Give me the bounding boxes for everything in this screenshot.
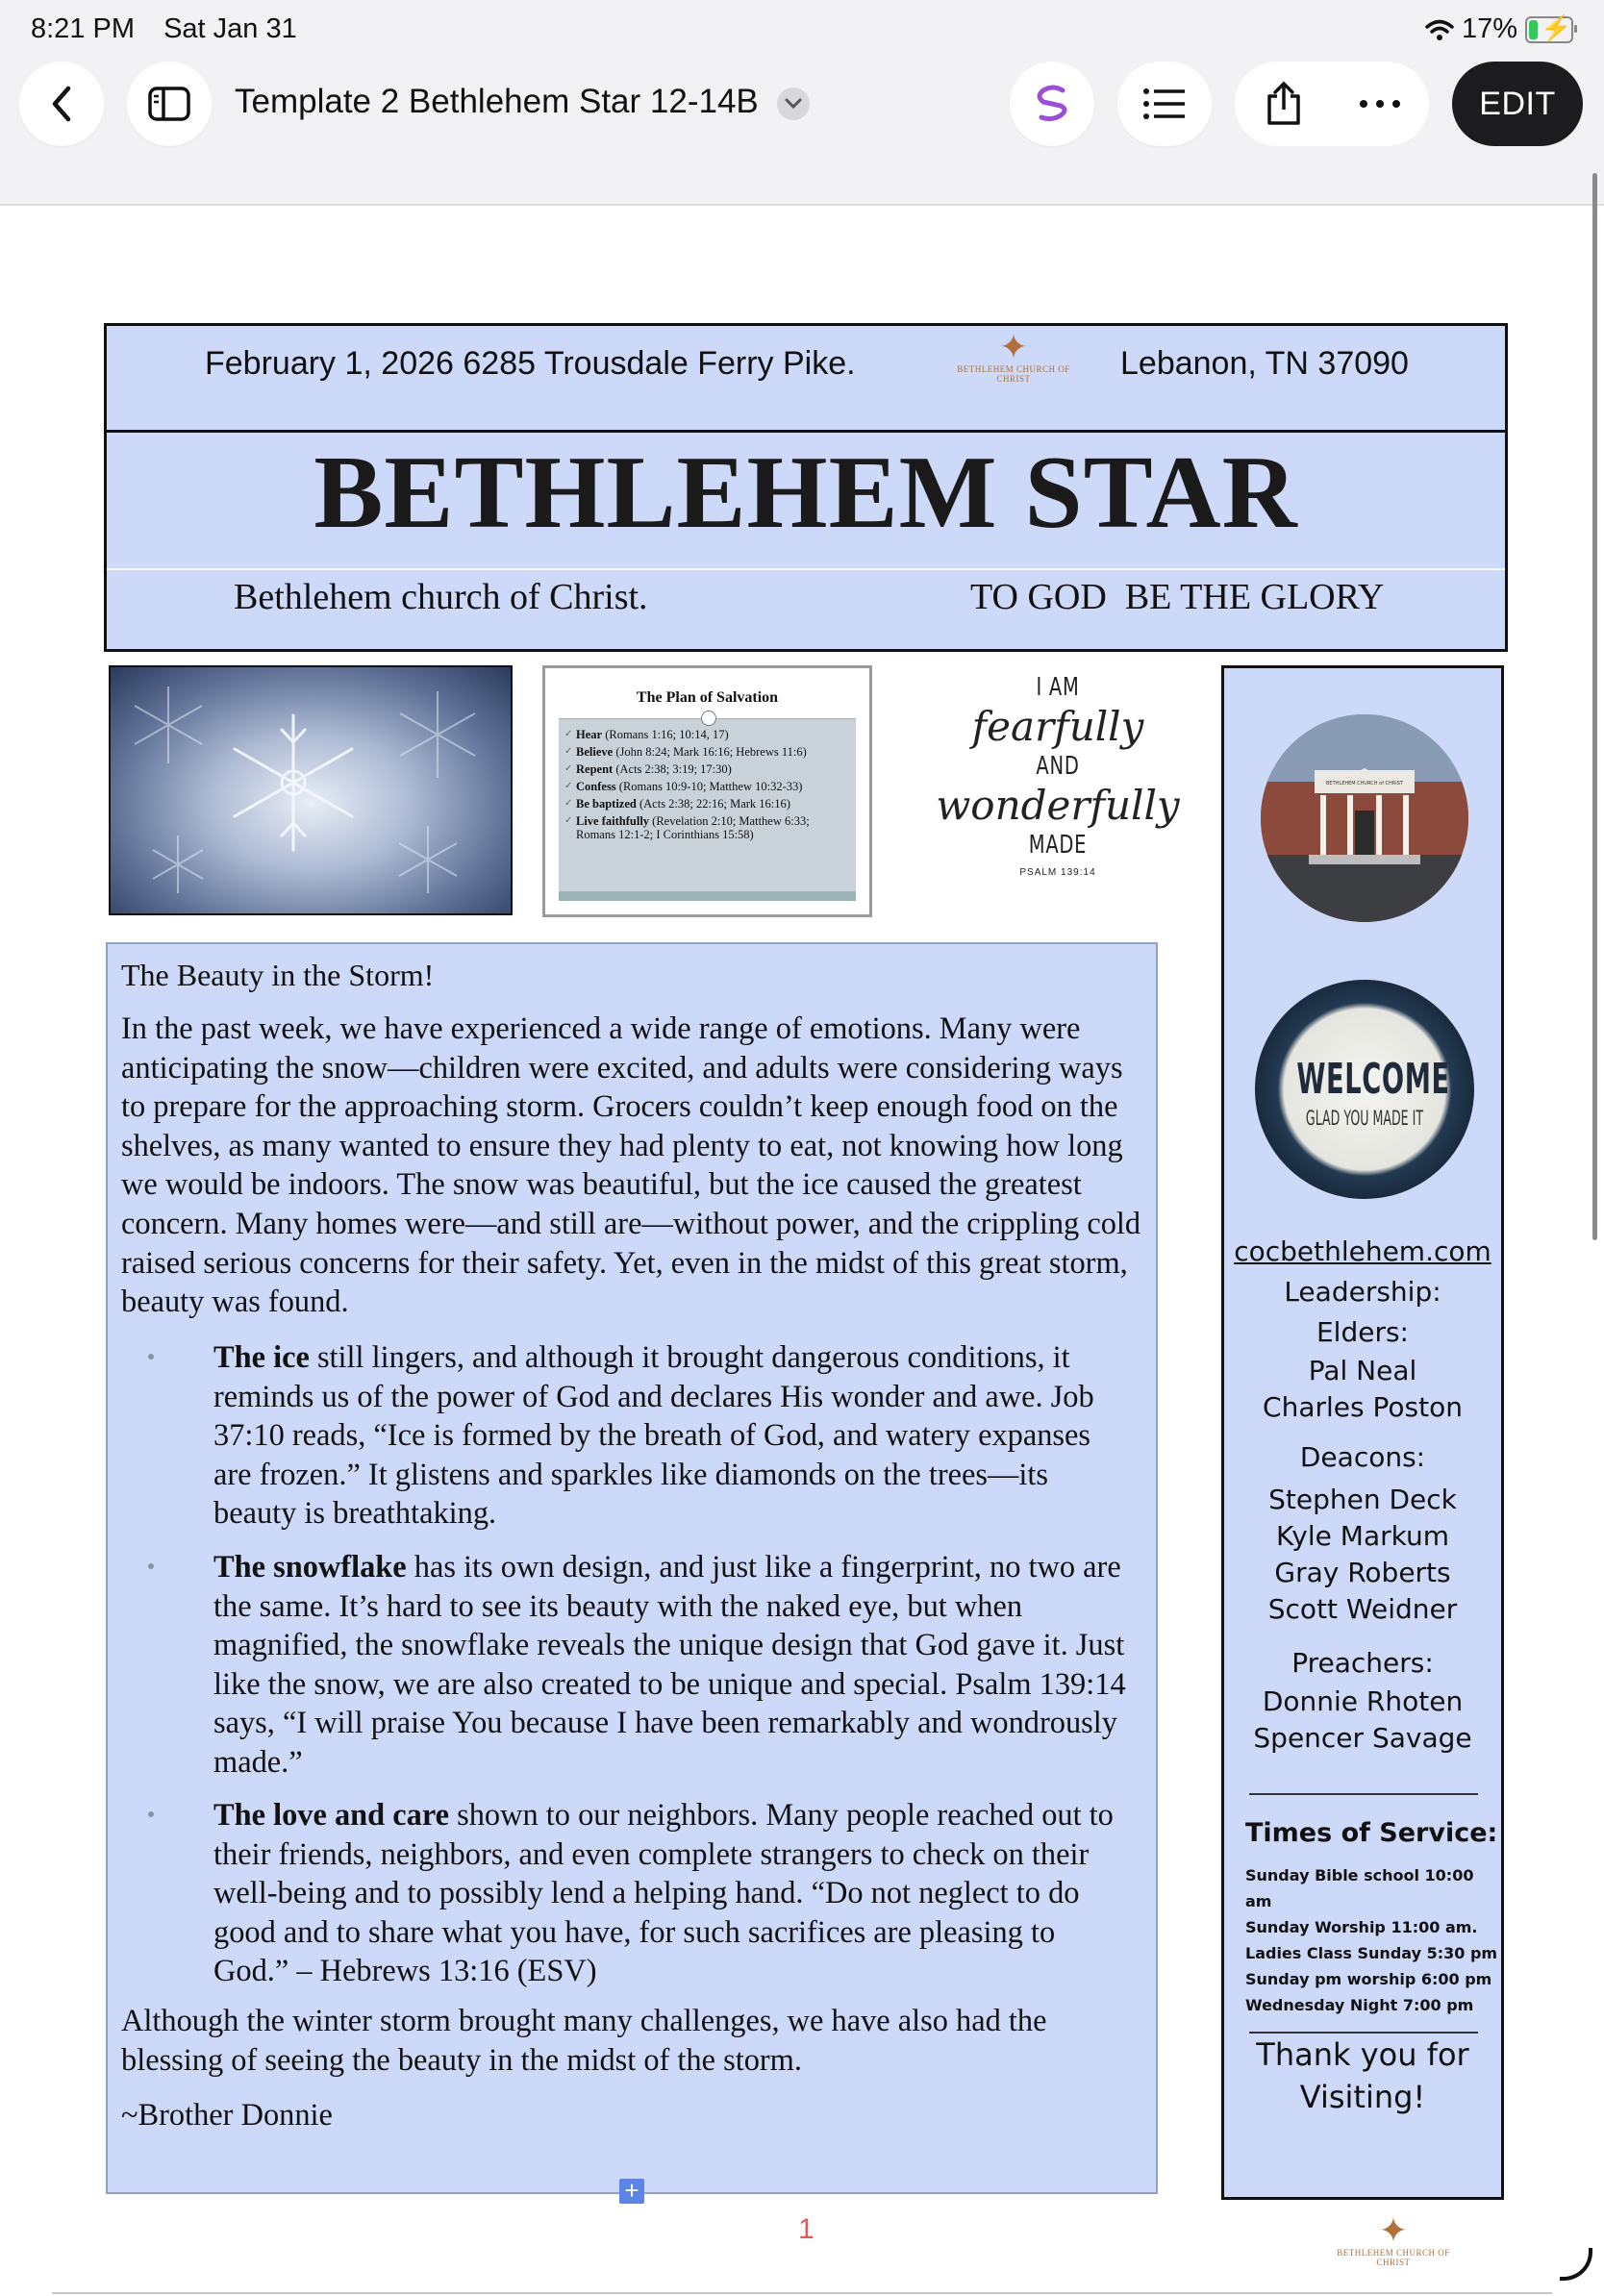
bullet-love-care: [213, 1796, 1129, 1991]
add-row-button[interactable]: +: [619, 2179, 644, 2204]
article-title: The Beauty in the Storm!: [121, 958, 435, 992]
service-time: Ladies Class Sunday 5:30 pm: [1245, 1944, 1498, 1962]
plan-title: The Plan of Salvation: [636, 689, 779, 706]
plan-step: ✓ Live faithfully (Revelation 2:10; Matthew 6:33; Romans 12:1-2; I Corinthians 15:58): [564, 814, 850, 841]
fearfully-made-image[interactable]: [898, 673, 1217, 933]
share-icon: [1266, 81, 1302, 127]
more-icon: [1359, 99, 1401, 109]
battery-icon: ⚡: [1525, 16, 1573, 43]
clock-date: Sat Jan 31: [163, 13, 297, 44]
city-zip: Lebanon, TN 37090: [1120, 345, 1409, 382]
footer-church-logo: [1323, 2210, 1464, 2267]
star-icon: ✦: [998, 327, 1029, 366]
bullet-text: still lingers, and although it brought dangerous conditions, it reminds us of the power of God and declares His wonder and awe. Job 37:10 reads, “Ice is formed by the breath of God, and watery expanses are frozen.” It glistens and sparkles like diamonds on the trees—its beauty is breathtaking.: [213, 1340, 1094, 1532]
deacon-name: Gray Roberts: [1274, 1557, 1451, 1588]
service-time: Wednesday Night 7:00 pm: [1245, 1996, 1474, 2014]
plan-step: ✓ Hear (Romans 1:16; 10:14, 17): [564, 728, 850, 741]
chevron-down-icon: [785, 98, 802, 110]
plan-header: [559, 682, 856, 719]
masthead-info-row: [107, 326, 1505, 433]
article-closing: Although the winter storm brought many challenges, we have also had the blessing of seeing the beauty in the midst of the storm.: [121, 2004, 1047, 2078]
masthead: [104, 323, 1508, 652]
church-logo: [951, 327, 1076, 384]
clock-time: 8:21 PM: [31, 13, 135, 44]
footer-logo-caption: BETHLEHEM CHURCH OF CHRIST: [1337, 2248, 1450, 2267]
bullet-text: has its own design, and just like a fingerprint, no two are the same. It’s hard to see its beauty with the naked eye, but when magnified, the snowflake reveals the unique design that God gave it. Just like the snow, we are also created to be unique and special. Psalm 139:14 says, “I will praise You because I have been remarkably and wondrously made.”: [213, 1550, 1126, 1780]
service-times: [1245, 1862, 1501, 2018]
fw-reference: PSALM 139:14: [1019, 867, 1096, 878]
service-time: Sunday Worship 11:00 am.: [1245, 1918, 1478, 1936]
church-building-icon: [1261, 714, 1468, 922]
plan-footer-band: [559, 891, 856, 901]
vertical-scrollbar[interactable]: [1592, 173, 1597, 1240]
fw-line-1: I AM: [1036, 673, 1080, 702]
date-address: February 1, 2026 6285 Trousdale Ferry Pike.: [205, 345, 856, 382]
deacons-label: Deacons:: [1299, 1441, 1426, 1473]
document-title[interactable]: Template 2 Bethlehem Star 12-14B: [235, 83, 759, 120]
bullet-dot: [148, 1811, 154, 1817]
service-time: Sunday Bible school 10:00 am: [1245, 1866, 1474, 1910]
resize-handle[interactable]: [1560, 2248, 1592, 2281]
snowflake-icon: [111, 667, 511, 913]
bullet-lead: The love and care: [213, 1798, 450, 1833]
church-motto: TO GOD BE THE GLORY: [970, 577, 1385, 617]
welcome-text: WELCOME: [1296, 1055, 1450, 1104]
back-button[interactable]: [19, 62, 104, 146]
article-intro: In the past week, we have experienced a wide range of emotions. Many were anticipating the snow—children were excited, and adults were considering ways to prepare for the approaching storm. Grocers couldn’t keep enough food on the shelves, as many wanted to ensure they had plenty to eat, not knowing how long we would be indoors. The snow was beautiful, but the ice caused the greatest concern. Many homes were—and still are—without power, and the crippling cold raised serious concerns for their safety. Yet, even in the midst of this great storm, beauty was found.: [121, 1011, 1141, 1320]
church-name: Bethlehem church of Christ.: [234, 577, 648, 617]
status-time: [31, 13, 318, 45]
sidebar-icon: [147, 86, 191, 122]
masthead-divider: [107, 568, 1505, 570]
thanks-line-1: Thank you for: [1256, 2036, 1469, 2073]
welcome-badge: [1255, 980, 1474, 1199]
share-button[interactable]: [1236, 81, 1332, 127]
info-sidebar[interactable]: [1221, 665, 1504, 2200]
title-menu-button[interactable]: [777, 87, 810, 120]
elders-label: Elders:: [1316, 1316, 1409, 1348]
bullet-ice: [213, 1338, 1129, 1534]
fw-line-3: AND: [1036, 752, 1080, 781]
wifi-icon: [1425, 18, 1454, 41]
thanks-line-2: Visiting!: [1299, 2079, 1426, 2115]
bullet-lead: The snowflake: [213, 1550, 407, 1585]
page-bottom-edge: [52, 2292, 1552, 2294]
article-box[interactable]: [106, 942, 1158, 2194]
outline-button[interactable]: [1117, 62, 1212, 146]
fw-line-4: wonderfully: [936, 782, 1180, 829]
bullet-text: shown to our neighbors. Many people reached out to their friends, neighbors, and even complete strangers to check on their well-being and to possibly lend a helping hand. “Do not neglect to do good and to share what you have, for such sacrifices are pleasing to God.” – Hebrews 13:16 (ESV): [213, 1798, 1114, 1989]
times-of-service-label: Times of Service:: [1245, 1818, 1498, 1848]
church-building-photo: [1261, 714, 1468, 922]
welcome-subtext: GLAD YOU MADE IT: [1305, 1107, 1424, 1130]
sidebar-rule: [1249, 1793, 1478, 1795]
church-sign-text: BETHLEHEM CHURCH of CHRIST: [1326, 781, 1403, 786]
preacher-name: Spencer Savage: [1253, 1722, 1472, 1754]
plan-panel: [559, 682, 856, 901]
fw-line-2: fearfully: [971, 703, 1144, 750]
bullet-snowflake: [213, 1548, 1129, 1783]
more-button[interactable]: [1332, 99, 1428, 109]
thank-you-note: [1224, 2034, 1501, 2118]
deacon-name: Kyle Markum: [1275, 1520, 1449, 1552]
deacon-name: Scott Weidner: [1267, 1593, 1458, 1625]
share-more-group: [1235, 62, 1429, 146]
markup-button[interactable]: [1010, 62, 1094, 146]
plan-step: ✓ Confess (Romans 10:9-10; Matthew 10:32-33): [564, 780, 850, 793]
snowflake-photo[interactable]: [109, 665, 513, 915]
edit-button[interactable]: EDIT: [1452, 62, 1583, 146]
preacher-name: Donnie Rhoten: [1262, 1685, 1464, 1717]
service-time: Sunday pm worship 6:00 pm: [1245, 1970, 1492, 1988]
deacon-name: Stephen Deck: [1268, 1484, 1457, 1515]
plan-step: ✓ Believe (John 8:24; Mark 16:16; Hebrews 11:6): [564, 745, 850, 759]
newsletter-title: BETHLEHEM STAR: [313, 436, 1298, 550]
status-indicators: [1425, 13, 1573, 45]
back-chevron-icon: [47, 85, 76, 123]
bullet-lead: The ice: [213, 1340, 310, 1375]
bullet-dot: [148, 1563, 154, 1569]
elder-name: Charles Poston: [1263, 1391, 1463, 1423]
plan-step: ✓ Be baptized (Acts 2:38; 22:16; Mark 16:16): [564, 797, 850, 811]
list-icon: [1142, 87, 1187, 121]
preachers-label: Preachers:: [1291, 1647, 1434, 1679]
leadership-label: Leadership:: [1284, 1276, 1441, 1308]
star-icon: ✦: [1378, 2210, 1409, 2250]
pencil-scribble-icon: [1030, 83, 1074, 125]
battery-percent: 17%: [1461, 13, 1517, 44]
article-signature: ~Brother Donnie: [121, 2098, 333, 2133]
website-link[interactable]: cocbethlehem.com: [1234, 1235, 1491, 1267]
app-toolbar: [0, 0, 1604, 206]
elder-name: Pal Neal: [1308, 1355, 1417, 1386]
plan-steps: [564, 728, 850, 845]
fw-line-5: MADE: [1028, 831, 1088, 860]
bullet-dot: [148, 1354, 154, 1360]
page-number: 1: [798, 2213, 815, 2245]
ring-icon: [701, 711, 716, 726]
logo-caption: BETHLEHEM CHURCH OF CHRIST: [957, 364, 1070, 384]
plan-step: ✓ Repent (Acts 2:38; 3:19; 17:30): [564, 762, 850, 776]
sidebar-toggle-button[interactable]: [127, 62, 212, 146]
plan-of-salvation-image[interactable]: [542, 665, 872, 917]
